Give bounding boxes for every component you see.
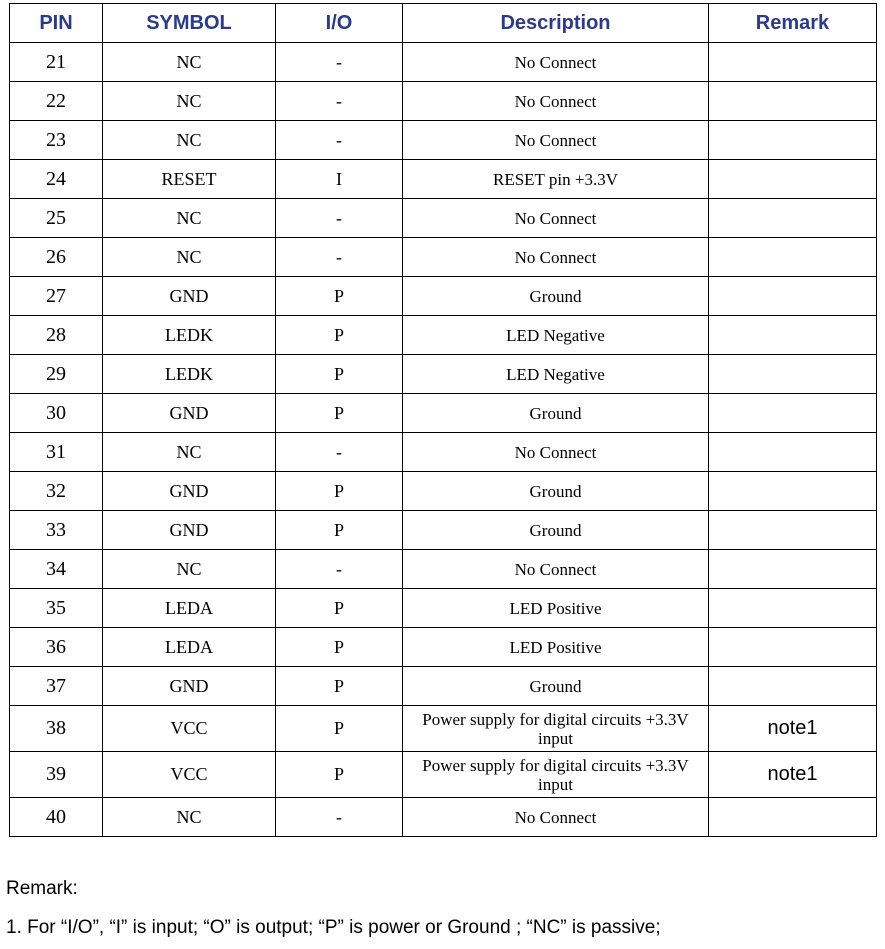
io-cell: -	[276, 433, 403, 472]
io-cell: P	[276, 355, 403, 394]
description-cell: No Connect	[403, 238, 709, 277]
pin-cell: 29	[10, 355, 103, 394]
description-cell: Ground	[403, 511, 709, 550]
pin-cell: 21	[10, 43, 103, 82]
io-cell: -	[276, 82, 403, 121]
remark-cell: note1	[709, 706, 877, 752]
description-cell: No Connect	[403, 433, 709, 472]
description-cell: Ground	[403, 394, 709, 433]
io-cell: -	[276, 238, 403, 277]
remark-cell	[709, 433, 877, 472]
pin-cell: 30	[10, 394, 103, 433]
remark-cell	[709, 160, 877, 199]
table-row	[10, 511, 877, 550]
io-cell: -	[276, 43, 403, 82]
io-cell: -	[276, 550, 403, 589]
pin-cell: 25	[10, 199, 103, 238]
symbol-cell: GND	[103, 394, 276, 433]
remark-cell	[709, 550, 877, 589]
table-row	[10, 355, 877, 394]
table-row	[10, 433, 877, 472]
pin-cell: 39	[10, 752, 103, 798]
io-cell: P	[276, 511, 403, 550]
table-row	[10, 121, 877, 160]
description-cell: Ground	[403, 667, 709, 706]
pin-cell: 31	[10, 433, 103, 472]
description-cell: RESET pin +3.3V	[403, 160, 709, 199]
pin-cell: 37	[10, 667, 103, 706]
pin-table	[9, 3, 877, 837]
remark-cell	[709, 472, 877, 511]
remark-title: Remark:	[6, 878, 78, 899]
io-cell: P	[276, 316, 403, 355]
description-cell: LED Negative	[403, 316, 709, 355]
symbol-cell: NC	[103, 550, 276, 589]
symbol-cell: LEDA	[103, 628, 276, 667]
description-cell: Ground	[403, 277, 709, 316]
symbol-cell: VCC	[103, 752, 276, 798]
remark-cell	[709, 628, 877, 667]
description-cell: LED Negative	[403, 355, 709, 394]
io-cell: I	[276, 160, 403, 199]
symbol-cell: GND	[103, 511, 276, 550]
symbol-cell: VCC	[103, 706, 276, 752]
symbol-cell: NC	[103, 43, 276, 82]
pin-cell: 24	[10, 160, 103, 199]
table-row	[10, 798, 877, 837]
table-row	[10, 667, 877, 706]
pin-cell: 40	[10, 798, 103, 837]
pin-cell: 38	[10, 706, 103, 752]
io-cell: -	[276, 199, 403, 238]
symbol-cell: NC	[103, 199, 276, 238]
pin-cell: 34	[10, 550, 103, 589]
remark-cell	[709, 798, 877, 837]
table-row	[10, 472, 877, 511]
pin-cell: 32	[10, 472, 103, 511]
header-pin: PIN	[10, 4, 103, 43]
pin-cell: 27	[10, 277, 103, 316]
table-row	[10, 589, 877, 628]
table-row	[10, 277, 877, 316]
symbol-cell: NC	[103, 82, 276, 121]
table-row	[10, 316, 877, 355]
remark-cell	[709, 589, 877, 628]
description-cell: No Connect	[403, 798, 709, 837]
table-row	[10, 394, 877, 433]
description-cell: No Connect	[403, 550, 709, 589]
remark-cell	[709, 667, 877, 706]
table-header-row	[10, 4, 877, 43]
pin-cell: 33	[10, 511, 103, 550]
io-cell: P	[276, 394, 403, 433]
table-row	[10, 550, 877, 589]
symbol-cell: NC	[103, 798, 276, 837]
table-row	[10, 238, 877, 277]
description-cell: LED Positive	[403, 589, 709, 628]
symbol-cell: NC	[103, 238, 276, 277]
table-row	[10, 628, 877, 667]
io-cell: P	[276, 277, 403, 316]
description-cell: Ground	[403, 472, 709, 511]
remark-cell	[709, 238, 877, 277]
symbol-cell: GND	[103, 472, 276, 511]
description-cell: Power supply for digital circuits +3.3V input	[403, 706, 709, 752]
symbol-cell: LEDA	[103, 589, 276, 628]
io-cell: P	[276, 706, 403, 752]
symbol-cell: NC	[103, 433, 276, 472]
pin-cell: 26	[10, 238, 103, 277]
symbol-cell: NC	[103, 121, 276, 160]
table-row	[10, 160, 877, 199]
symbol-cell: LEDK	[103, 316, 276, 355]
header-description: Description	[403, 4, 709, 43]
header-symbol: SYMBOL	[103, 4, 276, 43]
description-cell: No Connect	[403, 82, 709, 121]
table-row	[10, 82, 877, 121]
io-cell: -	[276, 798, 403, 837]
table-row	[10, 199, 877, 238]
io-cell: P	[276, 589, 403, 628]
pin-cell: 36	[10, 628, 103, 667]
pin-cell: 23	[10, 121, 103, 160]
description-cell: LED Positive	[403, 628, 709, 667]
description-cell: No Connect	[403, 43, 709, 82]
io-cell: -	[276, 121, 403, 160]
remark-cell	[709, 316, 877, 355]
io-cell: P	[276, 628, 403, 667]
io-cell: P	[276, 752, 403, 798]
pin-cell: 28	[10, 316, 103, 355]
remark-cell: note1	[709, 752, 877, 798]
symbol-cell: RESET	[103, 160, 276, 199]
remark-cell	[709, 121, 877, 160]
io-cell: P	[276, 472, 403, 511]
pin-cell: 22	[10, 82, 103, 121]
table-row	[10, 43, 877, 82]
symbol-cell: LEDK	[103, 355, 276, 394]
description-cell: No Connect	[403, 121, 709, 160]
header-remark: Remark	[709, 4, 877, 43]
symbol-cell: GND	[103, 277, 276, 316]
remark-cell	[709, 511, 877, 550]
header-io: I/O	[276, 4, 403, 43]
remark-cell	[709, 199, 877, 238]
remark-cell	[709, 355, 877, 394]
table-row	[10, 706, 877, 752]
description-cell: No Connect	[403, 199, 709, 238]
io-cell: P	[276, 667, 403, 706]
remark-cell	[709, 277, 877, 316]
description-cell: Power supply for digital circuits +3.3V input	[403, 752, 709, 798]
remark-cell	[709, 43, 877, 82]
table-row	[10, 752, 877, 798]
symbol-cell: GND	[103, 667, 276, 706]
pin-cell: 35	[10, 589, 103, 628]
remark-cell	[709, 394, 877, 433]
table-body	[10, 43, 877, 837]
remark-note-1: 1. For “I/O”, “I” is input; “O” is output; “P” is power or Ground ; “NC” is passive;	[6, 917, 661, 938]
remark-cell	[709, 82, 877, 121]
